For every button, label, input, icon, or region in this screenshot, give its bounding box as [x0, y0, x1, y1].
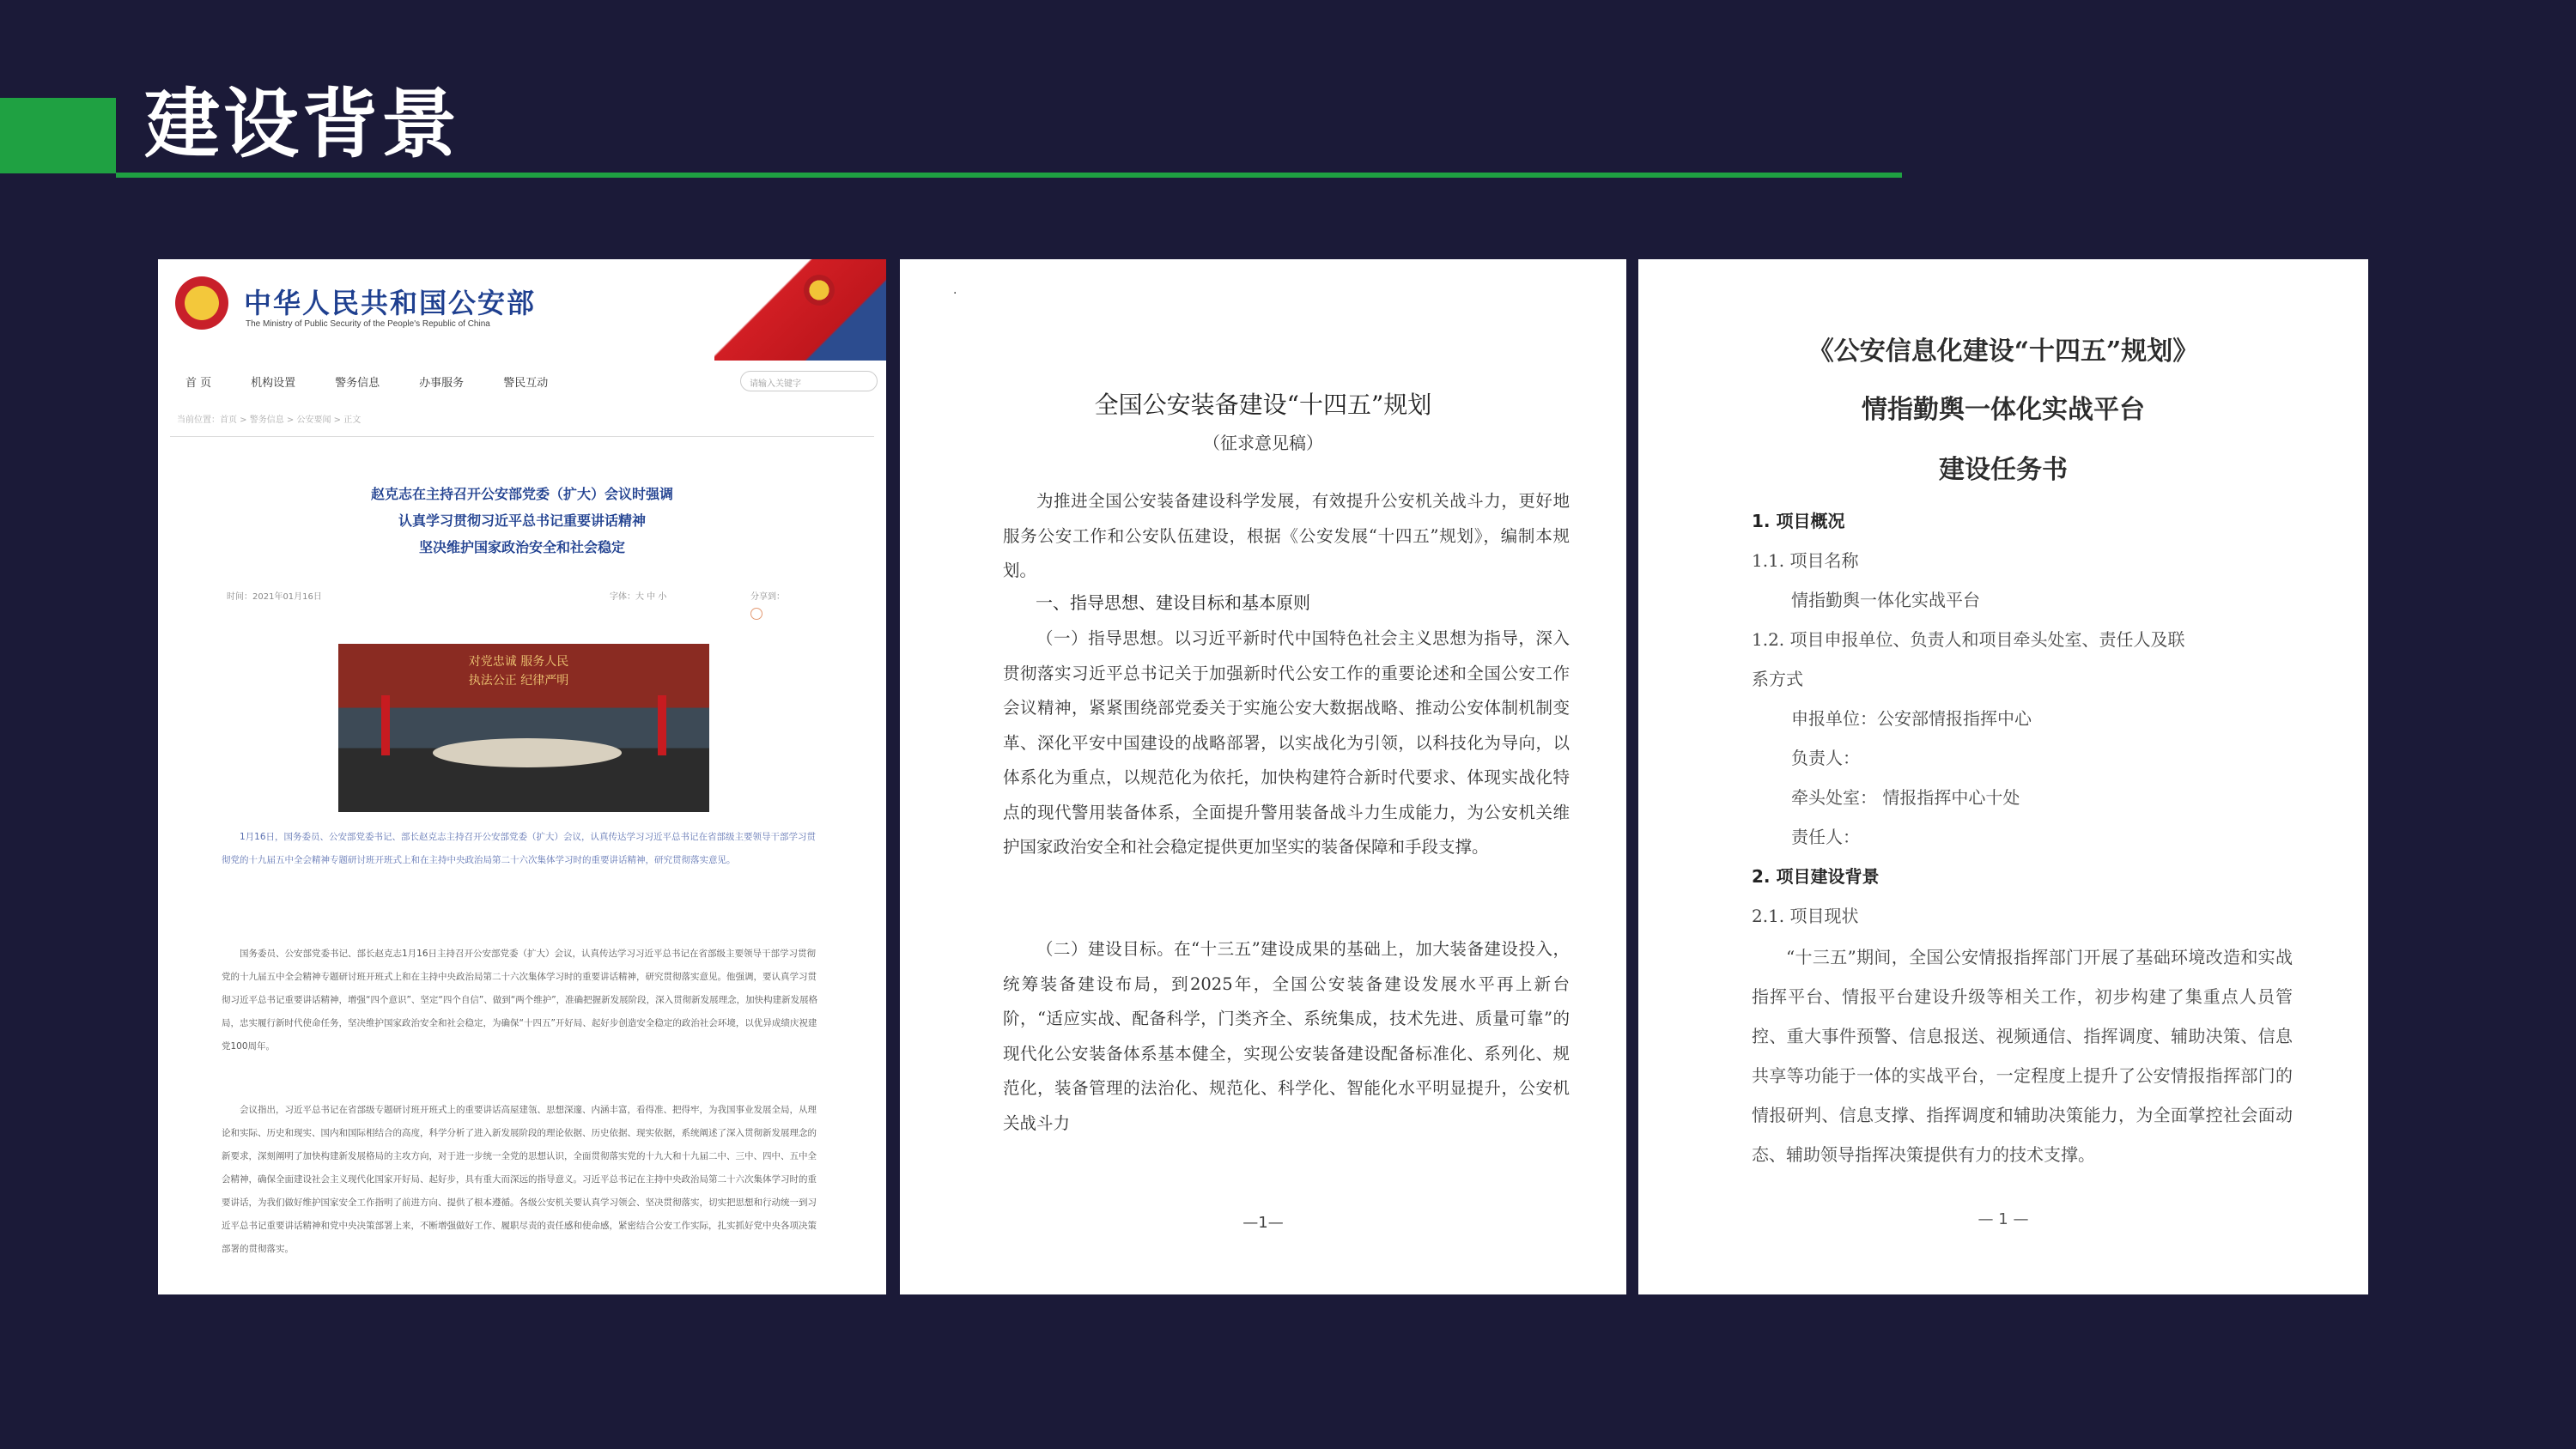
document-subtitle: （征求意见稿）: [1203, 433, 1323, 453]
article-paragraph: 国务委员、公安部党委书记、部长赵克志1月16日主持召开公安部党委（扩大）会议，认真传达学习习近平总书记在省部级主要领导干部学习贯彻党的十九届五中全会精神专题研讨班开班式上和在主持中央政治局第二十六次集体学习时的重要讲话精神，研究贯彻落实意见。他强调，要认真学习贯彻习近平总书记重要讲话精神，增强“四个意识”、坚定“四个自信”、做到“两个维护”，准确把握新发展阶段，深入贯彻新发展理念，加快构建新发展格局，忠实履行新时代使命任务，坚决维护国家政治安全和社会稳定，为确保“十四五”开好局、起好步创造安全稳定的政治社会环境，以优异成绩庆祝建党100周年。: [222, 949, 818, 1052]
share-icon[interactable]: [750, 608, 762, 620]
page-number: —1—: [1242, 1214, 1284, 1232]
subsection-heading: 1.2. 项目申报单位、负责人和项目牵头处室、责任人及联: [1752, 629, 2185, 650]
document-paragraph: “十三五”期间，全国公安情报指挥部门开展了基础环境改造和实战指挥平台、情报平台建设升级等相关工作，初步构建了集重点人员管控、重大事件预警、信息报送、视频通信、指挥调度、辅助决策、信息共享等功能于一体的实战平台，一定程度上提升了公安情报指挥部门的情报研判、信息支撑、指挥调度和辅助决策能力，为全面掌控社会面动态、辅助领导指挥决策提供有力的技术支撑。: [1752, 947, 2293, 1165]
website-screenshot-panel: [158, 259, 886, 1294]
flag-right: [658, 695, 666, 755]
site-nav: [158, 362, 886, 400]
article-title-line: 坚决维护国家政治安全和社会稳定: [418, 539, 625, 555]
site-subtitle: The Ministry of Public Security of the People's Republic of China: [246, 319, 490, 329]
section-heading: 一、指导思想、建设目标和基本原则: [1036, 592, 1310, 613]
national-emblem-icon: [175, 276, 228, 330]
text-line: 系方式: [1752, 669, 1803, 689]
document-title: 《公安信息化建设“十四五”规划》: [1807, 336, 2199, 367]
nav-item-police-info[interactable]: 警务信息: [335, 376, 380, 390]
article-title-line: 赵克志在主持召开公安部党委（扩大）会议时强调: [370, 486, 673, 502]
document-paragraph: 为推进全国公安装备建设科学发展，有效提升公安机关战斗力，更好地服务公安工作和公安队伍建设，根据《公安发展“十四五”规划》，编制本规划。: [1003, 491, 1570, 580]
section-heading: 2. 项目建设背景: [1752, 866, 1880, 887]
police-emblem-icon: [804, 275, 835, 306]
document-title: 全国公安装备建设“十四五”规划: [1094, 391, 1432, 419]
header-underline: [116, 173, 1902, 178]
nav-item-home[interactable]: 首 页: [185, 376, 212, 390]
nav-item-services[interactable]: 办事服务: [419, 376, 465, 390]
text-line: 负责人：: [1791, 748, 1860, 768]
header-accent-bar: [0, 98, 116, 173]
flag-left: [381, 695, 390, 755]
banner-line: 对党忠诚 服务人民: [468, 655, 569, 669]
section-heading: 1. 项目概况: [1752, 511, 1845, 531]
site-search-input[interactable]: 请输入关键字: [740, 371, 878, 391]
divider: [170, 436, 874, 437]
nav-item-organization[interactable]: 机构设置: [251, 376, 296, 390]
conference-table: [433, 738, 622, 767]
article-title-line: 认真学习贯彻习近平总书记重要讲话精神: [398, 512, 646, 529]
document-paragraph: （二）建设目标。在“十三五”建设成果的基础上，加大装备建设投入，统筹装备建设布局，到2025年，全国公安装备建设发展水平再上新台阶，“适应实战、配备科学，门类齐全、系统集成，技术先进、质量可靠”的现代化公安装备体系基本健全，实现公安装备建设配备标准化、系列化、规范化，装备管理的法治化、规范化、科学化、智能化水平明显提升，公安机关战斗力: [1003, 939, 1570, 1133]
site-header: [158, 259, 886, 361]
document-title: 情指勤舆一体化实战平台: [1862, 395, 2145, 425]
photo-banner: [390, 652, 647, 690]
breadcrumb: 当前位置：首页 > 警务信息 > 公安要闻 > 正文: [177, 415, 361, 425]
article-lead: 1月16日，国务委员、公安部党委书记、部长赵克志主持召开公安部党委（扩大）会议，认真传达学习习近平总书记在省部级主要领导干部学习贯彻党的十九届五中全会精神专题研讨班开班式上和在主持中央政治局第二十六次集体学习时的重要讲话精神，研究贯彻落实意见。: [222, 832, 817, 865]
document-paragraph: （一）指导思想。以习近平新时代中国特色社会主义思想为指导，深入贯彻落实习近平总书记关于加强新时代公安工作的重要论述和全国公安工作会议精神，紧紧围绕部党委关于实施公安大数据战略、推动公安体制机制变革、深化平安中国建设的战略部署，以实战化为引领，以科技化为导向，以体系化为重点，以规范化为依托，加快构建符合新时代要求、体现实战化特点的现代警用装备体系，全面提升警用装备战斗力生成能力，为公安机关维护国家政治安全和社会稳定提供更加坚实的装备保障和手段支撑。: [1003, 628, 1570, 857]
page-title: 建设背景: [144, 80, 461, 168]
subsection-heading: 2.1. 项目现状: [1752, 906, 1859, 926]
share-label: 分享到：: [750, 592, 785, 602]
site-title: 中华人民共和国公安部: [244, 287, 537, 319]
banner-line: 执法公正 纪律严明: [468, 674, 569, 688]
meeting-photo: [338, 644, 709, 812]
text-line: 申报单位：公安部情报指挥中心: [1791, 708, 2032, 729]
subsection-heading: 1.1. 项目名称: [1752, 550, 1859, 571]
document-title: 建设任务书: [1939, 455, 2068, 485]
article-title: [158, 481, 886, 561]
page-number: — 1 —: [1978, 1210, 2029, 1228]
scan-mark: ·: [953, 287, 957, 300]
flag-banner-image: [714, 259, 886, 361]
equipment-plan-document: [900, 259, 1626, 1294]
article-paragraph: 会议指出，习近平总书记在省部级专题研讨班开班式上的重要讲话高屋建瓴、思想深邃、内涵丰富，看得准、把得牢，为我国事业发展全局，从理论和实际、历史和现实、国内和国际相结合的高度，科学分析了进入新发展阶段的理论依据、历史依据、现实依据，系统阐述了深入贯彻新发展理念的新要求，深刻阐明了加快构建新发展格局的主攻方向，对于进一步统一全党的思想认识，全面贯彻落实党的十九大和十九届二中、三中、四中、五中全会精神，确保全面建设社会主义现代化国家开好局、起好步，具有重大而深远的指导意义。习近平总书记在主持中央政治局第二十六次集体学习时的重要讲话，为我们做好维护国家安全工作指明了前进方向、提供了根本遵循。各级公安机关要认真学习领会、坚决贯彻落实，切实把思想和行动统一到习近平总书记重要讲话精神和党中央决策部署上来，不断增强做好工作、履职尽责的责任感和使命感，紧密结合公安工作实际，扎实抓好党中央各项决策部署的贯彻落实。: [222, 1105, 817, 1254]
text-line: 情指勤舆一体化实战平台: [1791, 590, 1980, 610]
nav-item-interaction[interactable]: 警民互动: [503, 376, 549, 390]
task-book-document: [1638, 259, 2368, 1294]
text-line: 责任人：: [1791, 827, 1860, 847]
text-line: 牵头处室： 情报指挥中心十处: [1791, 787, 2020, 808]
article-time: 时间：2021年01月16日: [227, 592, 322, 602]
font-size-switch[interactable]: 字体：大 中 小: [610, 592, 667, 602]
